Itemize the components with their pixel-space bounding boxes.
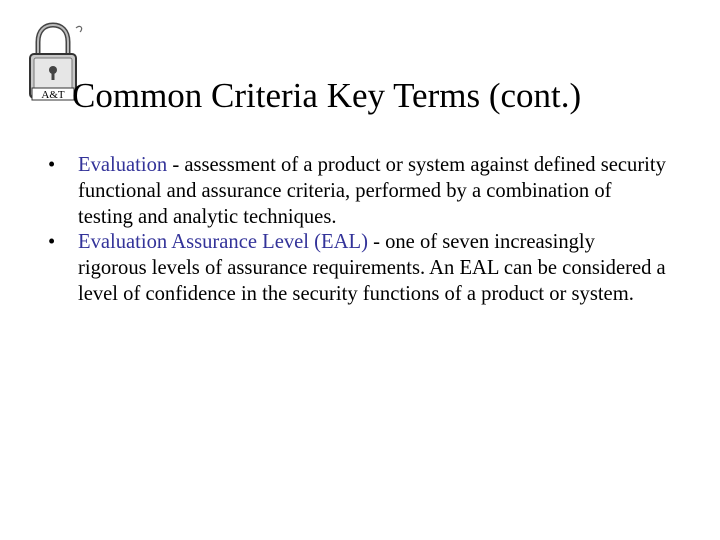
term-eal: Evaluation Assurance Level (EAL) — [78, 231, 368, 254]
bullet-item-evaluation — [48, 153, 668, 230]
definition-eal: - one of seven increasingly rigorous levels of assurance requirements. An EAL can be considered a level of confidence in the security functions of a product or system. — [78, 231, 666, 305]
term-evaluation: Evaluation — [78, 154, 168, 176]
logo-caption: A&T — [41, 89, 65, 101]
slide-title: Common Criteria Key Terms (cont.) — [72, 76, 582, 115]
definition-evaluation: - assessment of a product or system against defined security functional and assurance criteria, performed by a combination of testing and analytic techniques. — [78, 154, 666, 228]
bullet-marker: • — [48, 154, 56, 176]
bullet-marker: • — [48, 231, 56, 254]
bullet-item-eal — [48, 230, 668, 307]
bullet-list — [48, 153, 668, 308]
